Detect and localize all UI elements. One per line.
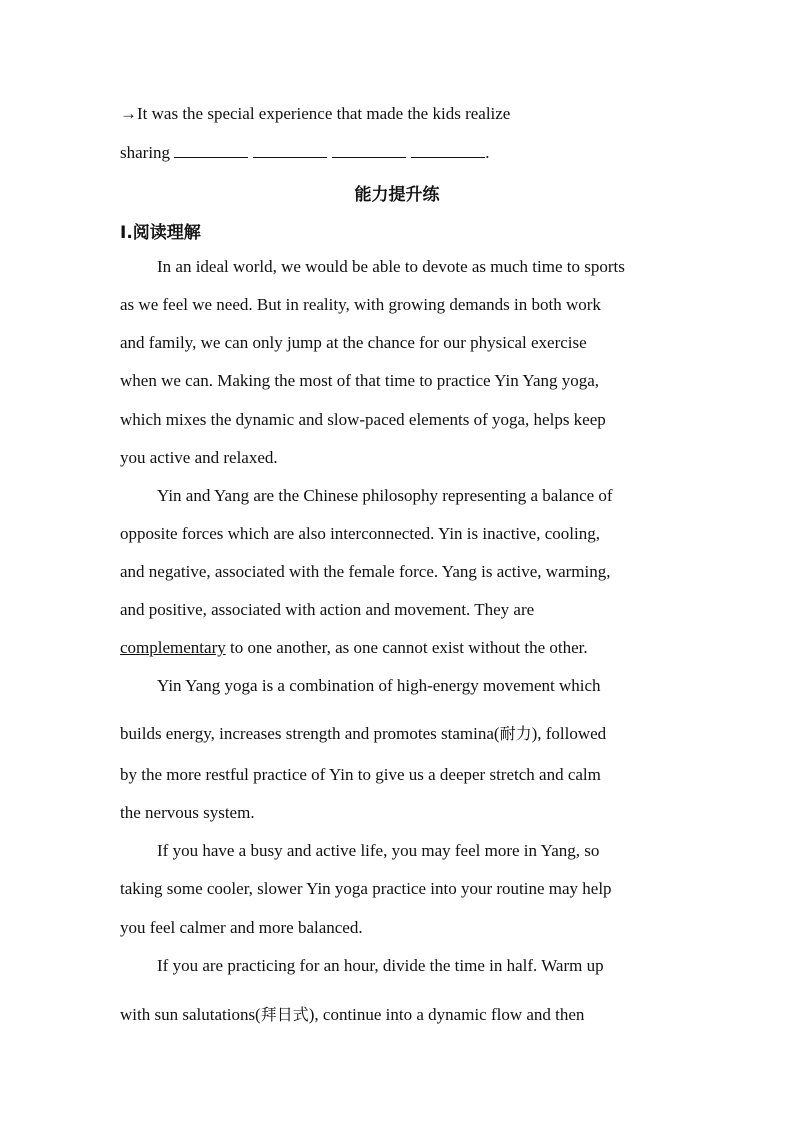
p4-line-1: If you have a busy and active life, you may feel more in Yang, so [157,841,600,860]
answer-blank-3[interactable] [332,143,406,158]
p3-line-4: the nervous system. [120,803,255,822]
p1-line-3: and family, we can only jump at the chance for our physical exercise [120,333,587,352]
p1-line-6: you active and relaxed. [120,448,278,467]
part-label: Ⅰ.阅读理解 [120,223,201,243]
p2-line-2: opposite forces which are also interconnected. Yin is inactive, cooling, [120,524,600,543]
p3-line-3: by the more restful practice of Yin to give us a deeper stretch and calm [120,765,601,784]
p1-line-1: In an ideal world, we would be able to devote as much time to sports [157,257,625,276]
exercise-sentence-line2 [120,143,490,163]
p5-gloss-cjk: 拜日式 [260,1005,309,1024]
p2-line-4: and positive, associated with action and movement. They are [120,600,535,619]
p1-line-2: as we feel we need. But in reality, with growing demands in both work [120,295,601,314]
answer-blank-1[interactable] [174,143,248,158]
answer-blank-2[interactable] [253,143,327,158]
underlined-word: complementary [120,638,226,657]
p1-line-4: when we can. Making the most of that time to practice Yin Yang yoga, [120,371,600,390]
exercise-prefix: sharing [120,143,171,162]
section-title: 能力提升练 [354,185,440,205]
p5-line-1: If you are practicing for an hour, divide the time in half. Warm up [157,956,604,975]
p3-line-2-b: ), followed [531,724,607,743]
p2-line-1: Yin and Yang are the Chinese philosophy representing a balance of [157,486,613,505]
p5-line-2-a: with sun salutations( [120,1005,261,1024]
p3-line-1: Yin Yang yoga is a combination of high-energy movement which [157,676,601,695]
p5-line-2-b: ), continue into a dynamic flow and then [308,1005,585,1024]
p1-line-5: which mixes the dynamic and slow-paced elements of yoga, helps keep [120,410,606,429]
p4-line-3: you feel calmer and more balanced. [120,918,363,937]
p3-line-2 [120,721,606,744]
p5-line-2 [120,1002,584,1025]
exercise-sentence-line1: →It was the special experience that made the kids realize [120,104,511,123]
p2-line-5 [120,638,588,658]
p2-line-3: and negative, associated with the female force. Yang is active, warming, [120,562,611,581]
exercise-suffix: . [485,143,490,162]
p3-line-2-a: builds energy, increases strength and promotes stamina( [120,724,500,743]
answer-blank-4[interactable] [411,143,485,158]
p2-line-5-rest: to one another, as one cannot exist without the other. [225,638,588,657]
p4-line-2: taking some cooler, slower Yin yoga practice into your routine may help [120,879,612,898]
p3-gloss-cjk: 耐力 [499,724,532,743]
